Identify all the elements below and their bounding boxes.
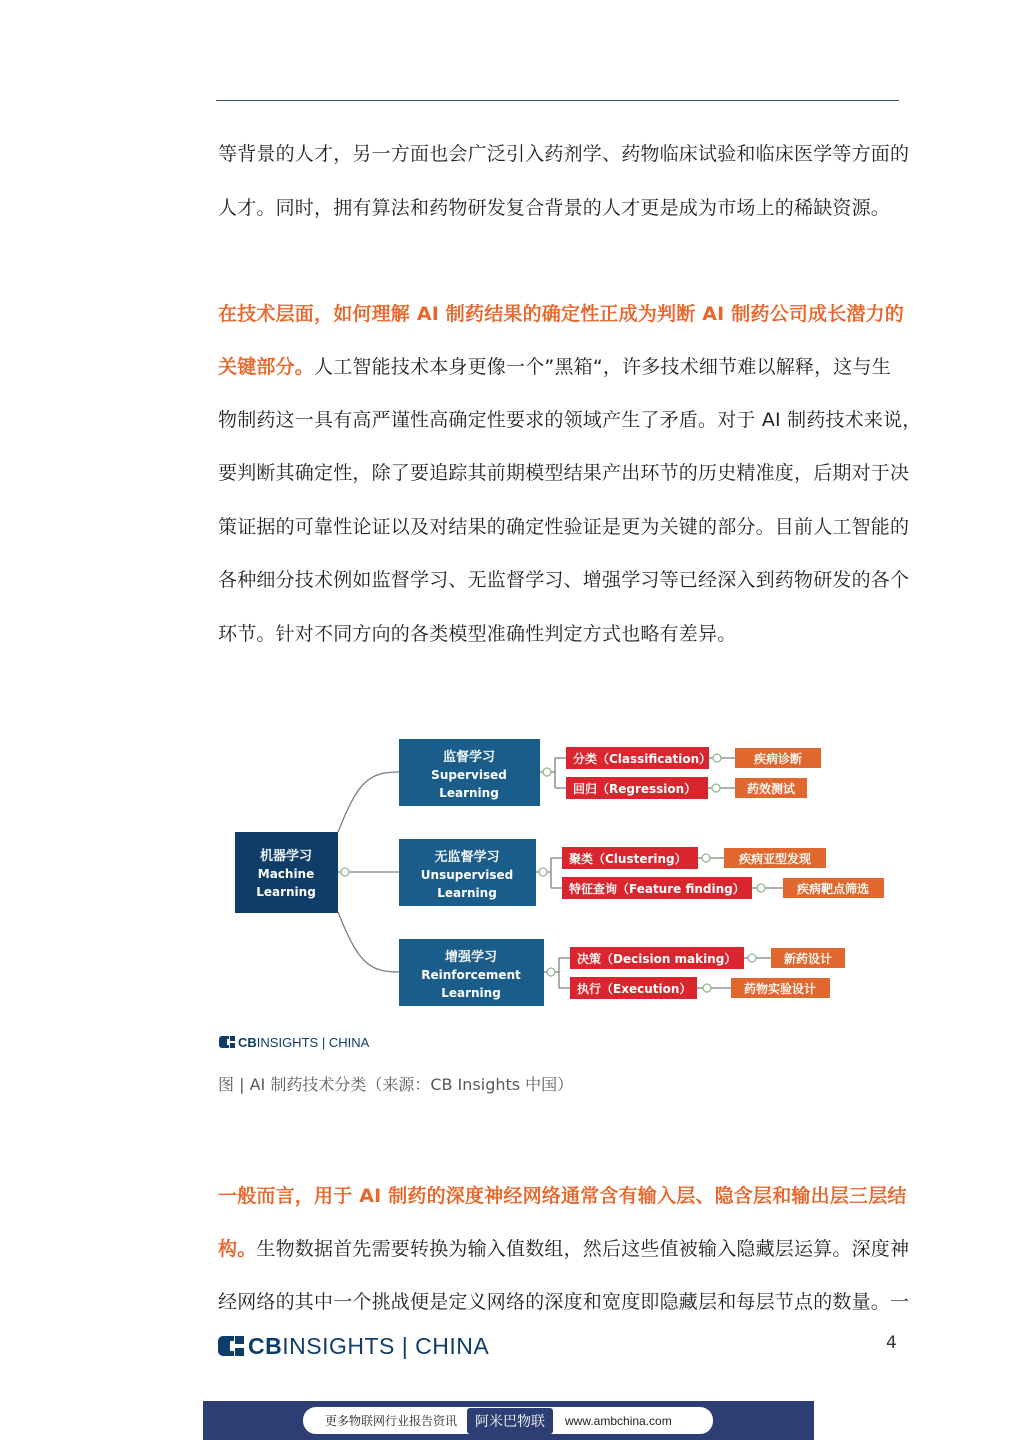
unsupervised-en-1: Unsupervised <box>420 868 514 882</box>
footer-cb-text: CB <box>248 1332 283 1359</box>
reinforcement-zh: 增强学习 <box>444 950 498 965</box>
drug-efficacy-label: 药效测试 <box>746 782 796 796</box>
root-node-machine-learning <box>235 832 338 913</box>
node-decision-making <box>570 947 744 969</box>
cbinsights-logo-icon <box>219 1036 235 1048</box>
paragraph-2-highlight-line-1: 在技术层面，如何理解 AI 制药结果的确定性正成为判断 AI 制药公司成长潜力的 <box>218 303 905 325</box>
node-clustering <box>562 847 698 869</box>
paragraph-3-line-2 <box>218 1234 909 1261</box>
paragraph-3-highlight-line-1: 一般而言，用于 AI 制药的深度神经网络通常含有输入层、隐含层和输出层三层结 <box>218 1185 907 1207</box>
figure-caption: 图 | AI 制药技术分类（来源：CB Insights 中国） <box>218 1075 574 1094</box>
promo-banner-pill[interactable] <box>303 1407 713 1434</box>
disease-subtype-label: 疾病亚型发现 <box>738 852 812 866</box>
execution-dot <box>703 984 711 992</box>
execution-label: 执行（Execution） <box>577 982 692 996</box>
root-zh: 机器学习 <box>259 849 313 864</box>
cbinsights-logo-small <box>219 1034 369 1050</box>
leaf-drug-efficacy <box>735 778 807 798</box>
clustering-dot <box>702 854 710 862</box>
paragraph-2-line-7: 环节。针对不同方向的各类模型准确性判定方式也略有差异。 <box>218 623 737 645</box>
ml-taxonomy-diagram <box>218 732 918 1022</box>
feature-finding-label: 特征查询（Feature finding） <box>569 882 745 896</box>
paragraph-3-line-3: 经网络的其中一个挑战便是定义网络的深度和宽度即隐藏层和每层节点的数量。一 <box>218 1291 910 1313</box>
leaf-disease-diagnosis <box>735 748 821 768</box>
classification-dot <box>713 754 721 762</box>
footer-china-text: CHINA <box>415 1332 490 1359</box>
paragraph-2-line-3: 物制药这一具有高严谨性高确定性要求的领域产生了矛盾。对于 AI 制药技术来说， <box>218 409 922 431</box>
node-feature-finding <box>562 877 752 899</box>
paragraph-3-line-2-rest: 生物数据首先需要转换为输入值数组，然后这些值被输入隐藏层运算。深度神 <box>256 1238 910 1260</box>
paragraph-1-line-1: 等背景的人才，另一方面也会广泛引入药剂学、药物临床试验和临床医学等方面的 <box>218 143 910 165</box>
unsupervised-zh: 无监督学习 <box>434 850 500 865</box>
supervised-zh: 监督学习 <box>442 750 496 765</box>
feature-dot <box>757 884 765 892</box>
logo-cb-text: CB <box>238 1034 257 1050</box>
banner-brand: 阿米巴物联 <box>467 1408 553 1434</box>
node-execution <box>570 977 697 999</box>
supervised-en-2: Learning <box>439 786 499 800</box>
node-regression <box>566 777 708 799</box>
classification-label: 分类（Classification） <box>573 752 712 766</box>
connector-root-reinforcement <box>338 912 399 972</box>
root-junction-dot <box>341 868 349 876</box>
footer-sep: | <box>401 1332 409 1359</box>
leaf-new-drug-design <box>771 948 845 968</box>
footer-cbinsights-logo <box>218 1333 489 1359</box>
paragraph-3-highlight-end: 构。 <box>218 1238 257 1260</box>
reinforcement-junction-dot <box>547 968 555 976</box>
unsupervised-junction-dot <box>539 868 547 876</box>
logo-insights-text: INSIGHTS <box>256 1034 319 1050</box>
reinforcement-en-1: Reinforcement <box>421 968 521 982</box>
decision-making-label: 决策（Decision making） <box>577 952 737 966</box>
unsupervised-en-2: Learning <box>437 886 497 900</box>
footer-insights-text: INSIGHTS <box>282 1332 395 1359</box>
page-number: 4 <box>886 1333 897 1353</box>
node-unsupervised-learning <box>399 839 536 906</box>
paragraph-2-line-2-rest: 人工智能技术本身更像一个”黑箱“，许多技术细节难以解释，这与生 <box>314 356 891 378</box>
footer-logo-icon <box>218 1336 244 1356</box>
leaf-disease-subtype <box>724 848 826 868</box>
paragraph-2-highlight-end: 关键部分。 <box>218 356 315 378</box>
node-reinforcement-learning <box>399 939 544 1006</box>
node-supervised-learning <box>399 739 540 806</box>
paragraph-2-line-2 <box>218 352 891 379</box>
new-drug-design-label: 新药设计 <box>783 952 833 966</box>
paragraph-1-line-2: 人才。同时，拥有算法和药物研发复合背景的人才更是成为市场上的稀缺资源。 <box>218 197 891 219</box>
supervised-junction-dot <box>543 768 551 776</box>
leaf-drug-experiment <box>731 978 830 998</box>
paragraph-2-line-6: 各种细分技术例如监督学习、无监督学习、增强学习等已经深入到药物研发的各个 <box>218 569 910 591</box>
promo-banner[interactable] <box>203 1401 814 1440</box>
supervised-en-1: Supervised <box>431 768 507 782</box>
banner-text: 更多物联网行业报告资讯 <box>325 1414 458 1428</box>
node-classification <box>566 747 711 769</box>
banner-url-link[interactable]: www.ambchina.com <box>565 1413 672 1428</box>
paragraph-2-line-4: 要判断其确定性，除了要追踪其前期模型结果产出环节的历史精准度，后期对于决 <box>218 462 910 484</box>
logo-sep: | <box>321 1034 326 1050</box>
leaf-target-screening <box>783 878 884 898</box>
reinforcement-en-2: Learning <box>441 986 501 1000</box>
regression-dot <box>712 784 720 792</box>
header-rule <box>216 100 899 101</box>
paragraph-2-line-5: 策证据的可靠性论证以及对结果的确定性验证是更为关键的部分。目前人工智能的 <box>218 516 910 538</box>
regression-label: 回归（Regression） <box>573 782 697 796</box>
disease-diagnosis-label: 疾病诊断 <box>753 752 803 766</box>
decision-dot <box>748 954 756 962</box>
root-en-2: Learning <box>256 885 316 899</box>
target-screening-label: 疾病靶点筛选 <box>796 882 870 896</box>
clustering-label: 聚类（Clustering） <box>569 852 687 866</box>
logo-china-text: CHINA <box>328 1034 370 1050</box>
connector-root-supervised <box>338 772 399 832</box>
root-en-1: Machine <box>257 867 315 881</box>
drug-experiment-label: 药物实验设计 <box>743 982 817 996</box>
